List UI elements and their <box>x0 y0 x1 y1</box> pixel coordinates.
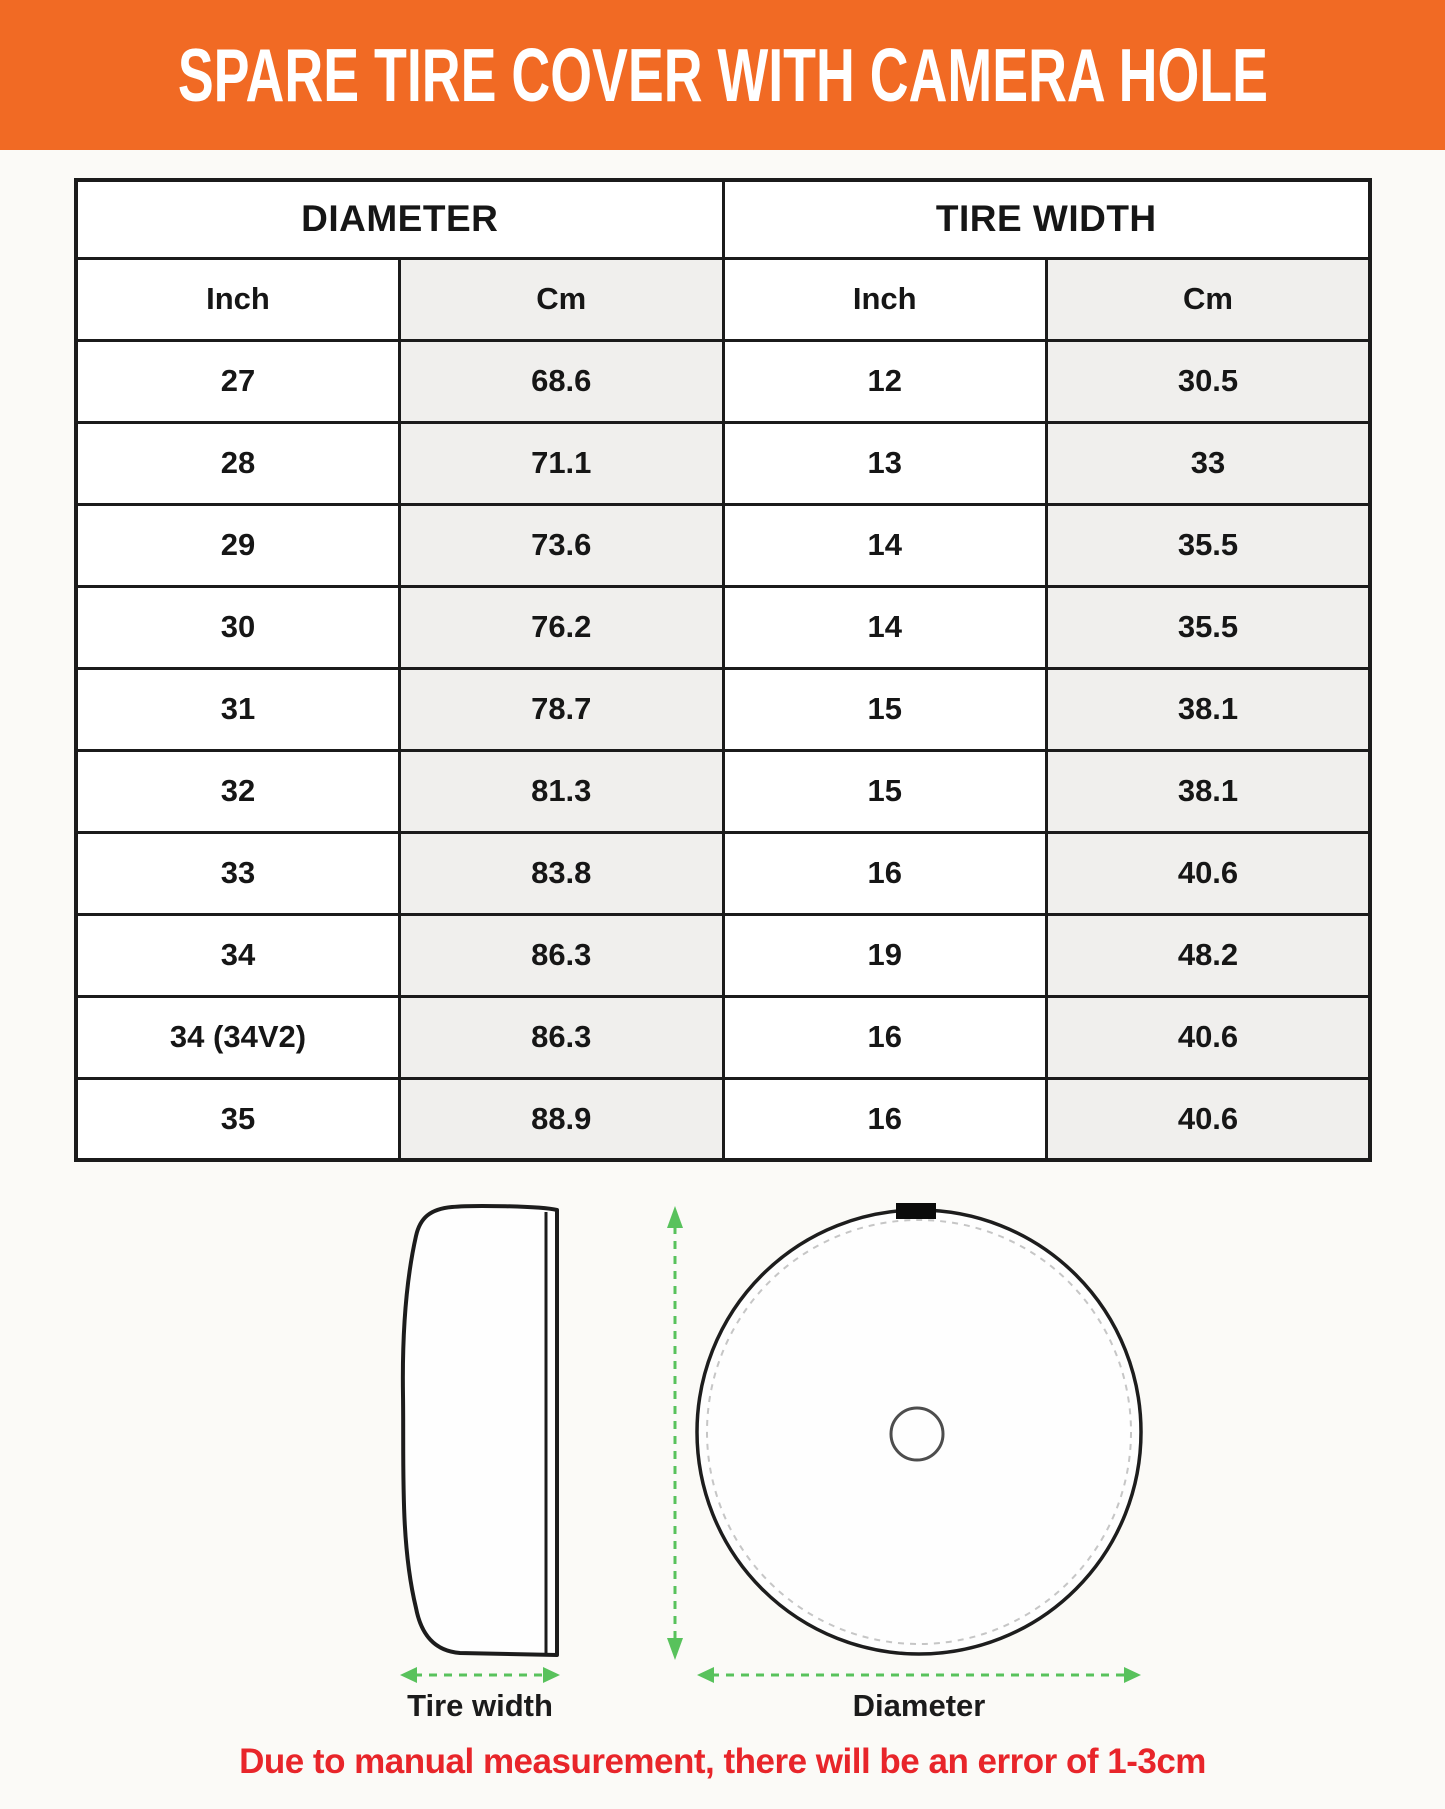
table-row <box>76 914 1370 996</box>
diameter-label: Diameter <box>852 1688 986 1723</box>
diameter-inch-cell: 30 <box>76 586 400 668</box>
subheader-row <box>76 258 1370 340</box>
tire-width-inch-cell: 16 <box>723 996 1047 1078</box>
diameter-arrow-icon <box>697 1667 1141 1683</box>
tire-width-cm-header: Cm <box>1047 258 1371 340</box>
diameter-inch-cell: 34 (34V2) <box>76 996 400 1078</box>
diameter-inch-cell: 33 <box>76 832 400 914</box>
diameter-inch-cell: 28 <box>76 422 400 504</box>
diameter-group-header: DIAMETER <box>76 180 723 258</box>
tire-width-cm-cell: 38.1 <box>1047 668 1371 750</box>
group-header-row <box>76 180 1370 258</box>
diameter-cm-cell: 88.9 <box>400 1078 724 1160</box>
diameter-cm-cell: 68.6 <box>400 340 724 422</box>
diameter-inch-cell: 34 <box>76 914 400 996</box>
diameter-cm-cell: 81.3 <box>400 750 724 832</box>
tire-width-cm-cell: 40.6 <box>1047 832 1371 914</box>
table-row <box>76 832 1370 914</box>
tire-width-cm-cell: 40.6 <box>1047 996 1371 1078</box>
page-title: SPARE TIRE COVER WITH CAMERA HOLE <box>177 32 1268 118</box>
tire-width-cm-cell: 40.6 <box>1047 1078 1371 1160</box>
tire-width-inch-cell: 13 <box>723 422 1047 504</box>
diameter-cm-cell: 71.1 <box>400 422 724 504</box>
table-row <box>76 750 1370 832</box>
tire-width-inch-cell: 12 <box>723 340 1047 422</box>
camera-hole-center <box>891 1408 943 1460</box>
tire-width-inch-cell: 19 <box>723 914 1047 996</box>
measurement-error-note: Due to manual measurement, there will be an error of 1-3cm <box>239 1742 1206 1781</box>
camera-hole-marker <box>896 1203 936 1219</box>
tire-width-inch-cell: 14 <box>723 504 1047 586</box>
diameter-inch-header: Inch <box>76 258 400 340</box>
diameter-cm-cell: 83.8 <box>400 832 724 914</box>
diameter-cm-cell: 86.3 <box>400 996 724 1078</box>
table-row <box>76 1078 1370 1160</box>
tire-width-cm-cell: 35.5 <box>1047 586 1371 668</box>
diameter-inch-cell: 29 <box>76 504 400 586</box>
diameter-inch-cell: 32 <box>76 750 400 832</box>
table-row <box>76 504 1370 586</box>
tire-width-cm-cell: 38.1 <box>1047 750 1371 832</box>
table-row <box>76 340 1370 422</box>
tire-side-view-diagram <box>403 1206 557 1655</box>
tire-width-group-header: TIRE WIDTH <box>723 180 1370 258</box>
diameter-inch-cell: 27 <box>76 340 400 422</box>
diameter-cm-cell: 78.7 <box>400 668 724 750</box>
tire-width-cm-cell: 30.5 <box>1047 340 1371 422</box>
tire-width-cm-cell: 33 <box>1047 422 1371 504</box>
tire-width-inch-cell: 16 <box>723 1078 1047 1160</box>
height-arrow-icon <box>667 1206 683 1660</box>
table-row <box>76 996 1370 1078</box>
tire-front-view-diagram <box>697 1203 1141 1654</box>
table-row <box>76 668 1370 750</box>
diameter-cm-cell: 76.2 <box>400 586 724 668</box>
diameter-cm-header: Cm <box>400 258 724 340</box>
size-chart-table <box>74 178 1372 1162</box>
diameter-cm-cell: 86.3 <box>400 914 724 996</box>
tire-width-arrow-icon <box>400 1667 560 1683</box>
diameter-cm-cell: 73.6 <box>400 504 724 586</box>
tire-width-inch-cell: 15 <box>723 750 1047 832</box>
diameter-inch-cell: 31 <box>76 668 400 750</box>
title-banner <box>0 0 1445 150</box>
tire-width-cm-cell: 35.5 <box>1047 504 1371 586</box>
tire-width-label: Tire width <box>407 1688 553 1723</box>
tire-width-cm-cell: 48.2 <box>1047 914 1371 996</box>
tire-width-inch-header: Inch <box>723 258 1047 340</box>
tire-width-inch-cell: 16 <box>723 832 1047 914</box>
tire-width-inch-cell: 15 <box>723 668 1047 750</box>
table-row <box>76 422 1370 504</box>
measurement-diagram <box>0 1150 1445 1710</box>
table-row <box>76 586 1370 668</box>
tire-width-inch-cell: 14 <box>723 586 1047 668</box>
diameter-inch-cell: 35 <box>76 1078 400 1160</box>
